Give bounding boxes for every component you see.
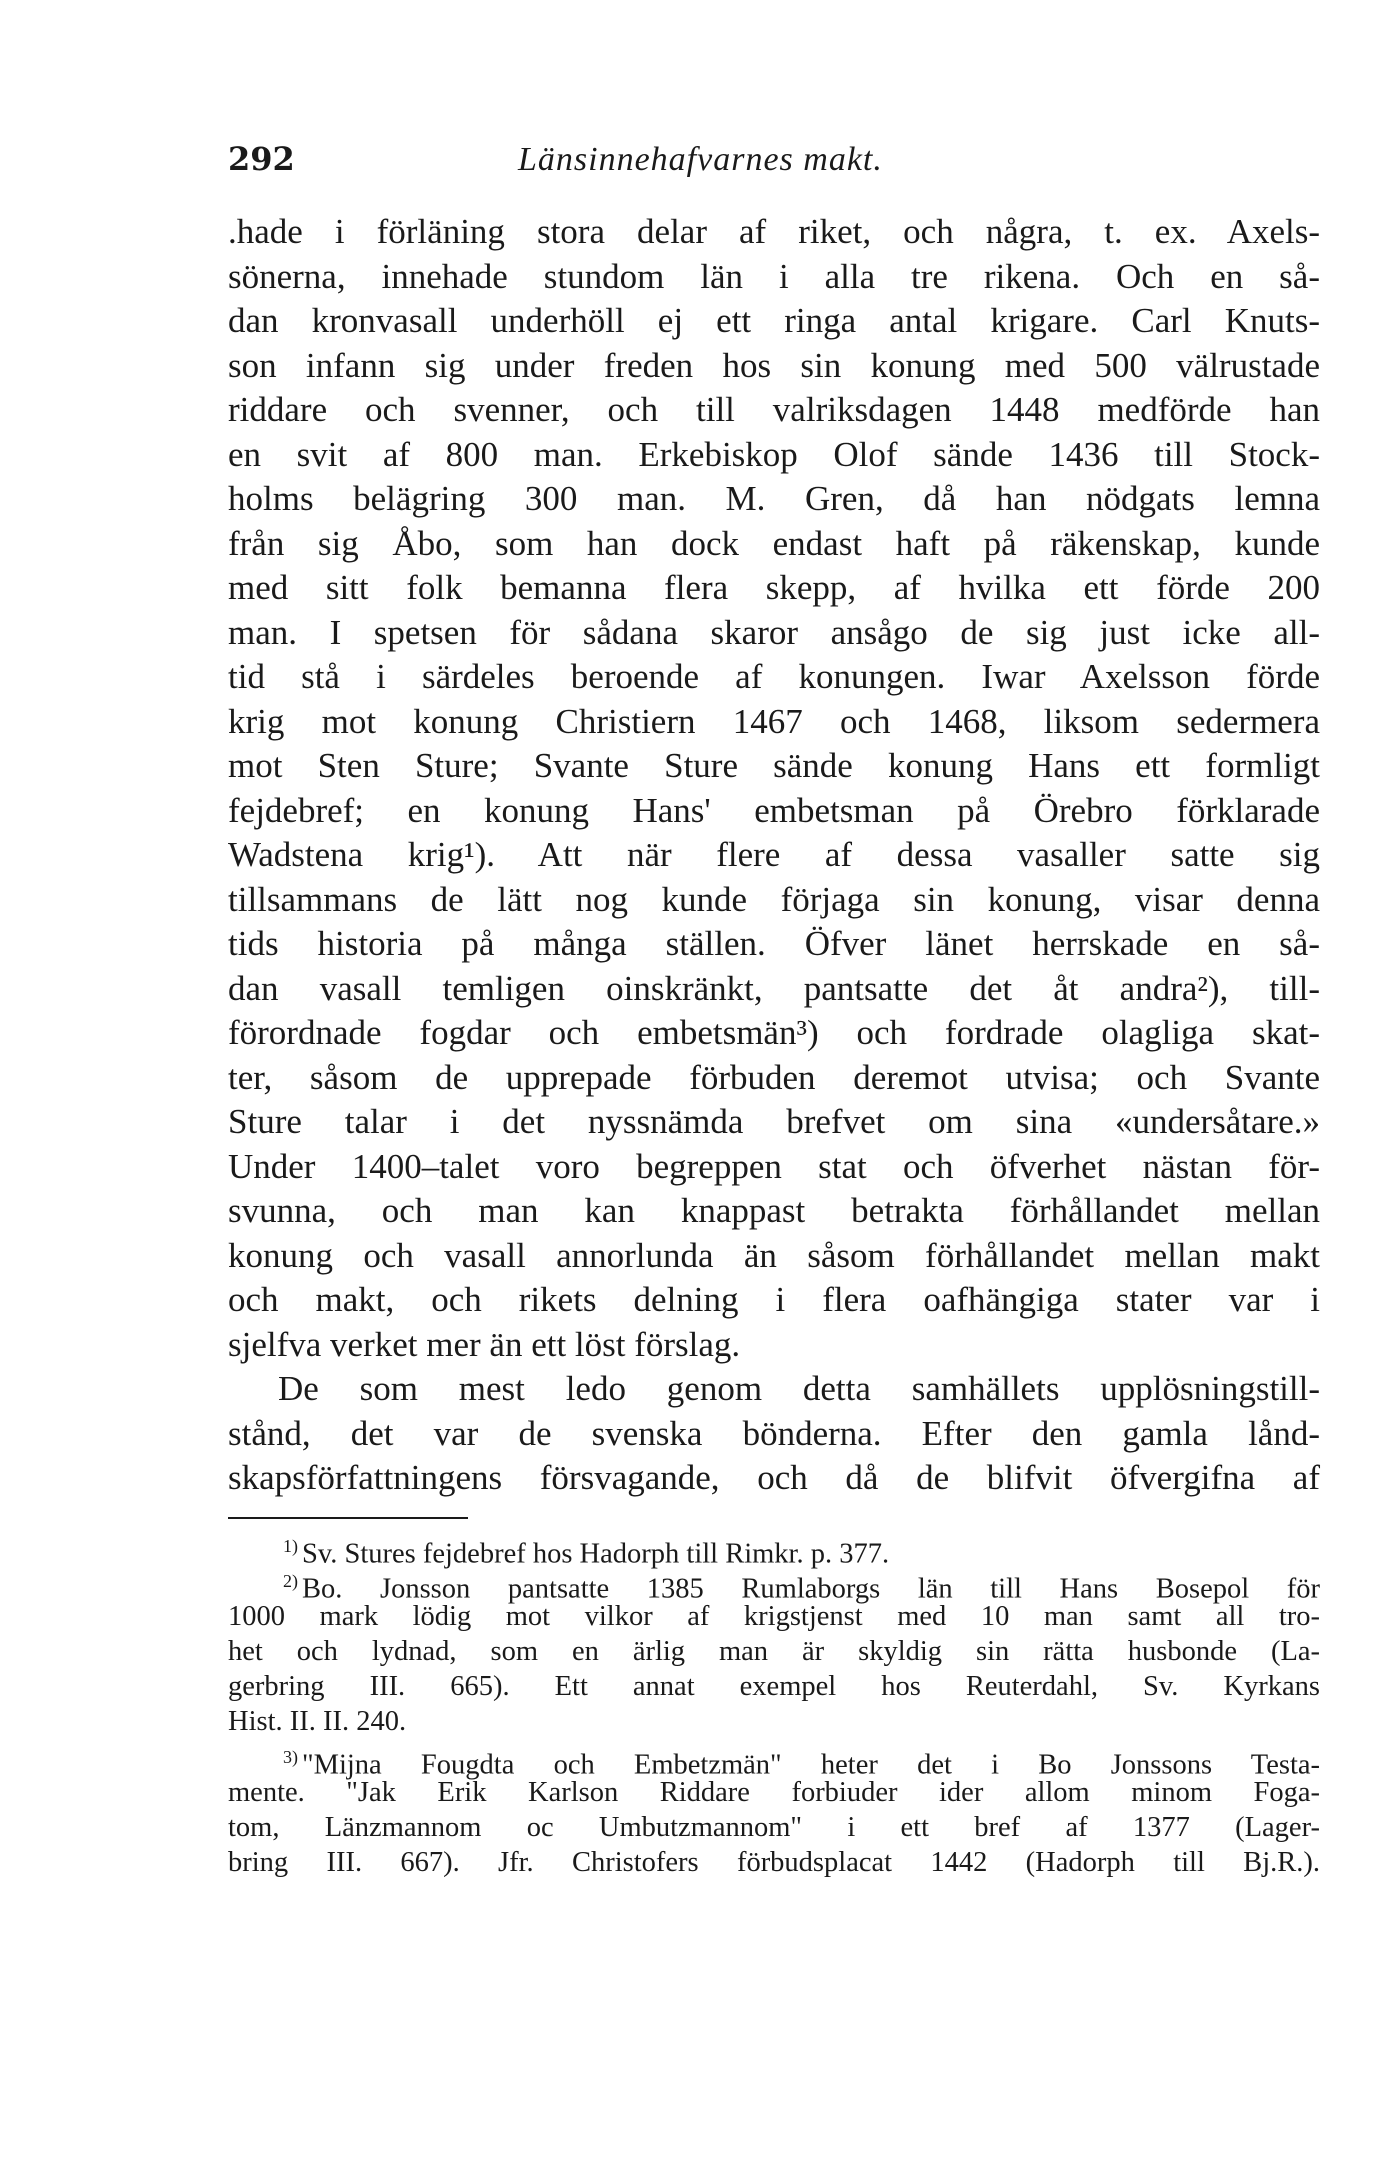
text-line: från sig Åbo, som han dock endast haft på räkenskap, kunde <box>228 523 1320 563</box>
text-line: Sture talar i det nyssnämda brefvet om sina «undersåtare.» <box>228 1102 1320 1141</box>
text-line: konung och vasall annorlunda än såsom förhållandet mellan makt <box>228 1235 1320 1275</box>
footnote-line <box>228 1529 1320 1569</box>
footnote-line: gerbring III. 665). Ett annat exempel hos Reuterdahl, Sv. Kyrkans <box>228 1671 1320 1703</box>
text-line: tillsammans de lätt nog kunde förjaga sin konung, visar denna <box>228 879 1320 919</box>
text-line: krig mot konung Christiern 1467 och 1468, liksom sedermera <box>228 701 1320 741</box>
text-line: en svit af 800 man. Erkebiskop Olof sände 1436 till Stock- <box>228 434 1320 474</box>
text-line: tids historia på många ställen. Öfver länet herrskade en så- <box>228 924 1320 963</box>
text-line: Wadstena krig¹). Att när flere af dessa vasaller satte sig <box>228 835 1320 874</box>
text-line: förordnade fogdar och embetsmän³) och fordrade olagliga skat- <box>228 1013 1320 1052</box>
footnotes <box>228 1529 1320 1881</box>
text-line: son infann sig under freden hos sin konung med 500 välrustade <box>228 345 1320 385</box>
footnote-text: "Mijna Fougdta och Embetzmän" heter det i Bo Jonssons Testa- <box>302 1749 1320 1781</box>
main-text <box>228 210 1320 1501</box>
text-line: De som mest ledo genom detta samhällets upplösningstill- <box>278 1369 1320 1408</box>
footnote-line <box>228 1564 1320 1605</box>
text-line: holms belägring 300 man. M. Gren, då han nödgats lemna <box>228 479 1320 518</box>
footnote-line: Hist. II. II. 240. <box>228 1706 407 1738</box>
text-line: skapsförfattningens försvagande, och då de blifvit öfvergifna af <box>228 1458 1320 1497</box>
footnote-mark: 1) <box>283 1535 298 1556</box>
text-line: .hade i förläning stora delar af riket, och några, t. ex. Axels- <box>228 212 1320 251</box>
text-line: fejdebref; en konung Hans' embetsman på Örebro förklarade <box>228 790 1320 830</box>
text-line: dan vasall temligen oinskränkt, pantsatte det åt andra²), till- <box>228 968 1320 1008</box>
footnote-text: Sv. Stures fejdebref hos Hadorph till Rimkr. p. 377. <box>302 1538 890 1569</box>
text-line: Under 1400–talet voro begreppen stat och öfverhet nästan för- <box>228 1146 1320 1186</box>
running-title: Länsinnehafvarnes makt. <box>518 141 883 178</box>
footnote-line: mente. "Jak Erik Karlson Riddare forbiuder ider allom minom Foga- <box>228 1776 1320 1808</box>
text-line: stånd, det var de svenska bönderna. Efter den gamla lånd- <box>228 1413 1320 1453</box>
footnote-line <box>228 1740 1320 1781</box>
text-line: ter, såsom de upprepade förbuden deremot utvisa; och Svante <box>228 1057 1320 1097</box>
footnote-mark: 2) <box>283 1570 298 1591</box>
footnote-line: het och lydnad, som en ärlig man är skyldig sin rätta husbonde (La- <box>228 1636 1320 1668</box>
text-line: dan kronvasall underhöll ej ett ringa antal krigare. Carl Knuts- <box>228 301 1320 340</box>
text-line: och makt, och rikets delning i flera oafhängiga stater var i <box>228 1280 1320 1319</box>
page-header <box>228 140 1320 200</box>
text-line: tid stå i särdeles beroende af konungen. Iwar Axelsson förde <box>228 657 1320 696</box>
footnote-divider <box>228 1517 468 1519</box>
text-line: mot Sten Sture; Svante Sture sände konung Hans ett formligt <box>228 746 1320 785</box>
text-line: riddare och svenner, och till valriksdagen 1448 medförde han <box>228 390 1320 429</box>
footnote-text: Bo. Jonsson pantsatte 1385 Rumlaborgs län till Hans Bosepol för <box>302 1573 1320 1605</box>
footnote-mark: 3) <box>283 1746 298 1767</box>
text-line: med sitt folk bemanna flera skepp, af hvilka ett förde 200 <box>228 568 1320 607</box>
text-line: sjelfva verket mer än ett löst förslag. <box>228 1324 741 1364</box>
footnote-line: tom, Länzmannom oc Umbutzmannom" i ett bref af 1377 (Lager- <box>228 1812 1320 1843</box>
page-number: 292 <box>228 140 295 178</box>
text-line: sönerna, innehade stundom län i alla tre rikena. Och en så- <box>228 256 1320 296</box>
footnote-line: bring III. 667). Jfr. Christofers förbudsplacat 1442 (Hadorph till Bj.R.). <box>228 1847 1320 1879</box>
text-line: svunna, och man kan knappast betrakta förhållandet mellan <box>228 1191 1320 1230</box>
text-line: man. I spetsen för sådana skaror ansågo de sig just icke all- <box>228 612 1320 652</box>
book-page <box>228 140 1320 1880</box>
footnote-line: 1000 mark lödig mot vilkor af krigstjenst med 10 man samt all tro- <box>228 1600 1320 1632</box>
